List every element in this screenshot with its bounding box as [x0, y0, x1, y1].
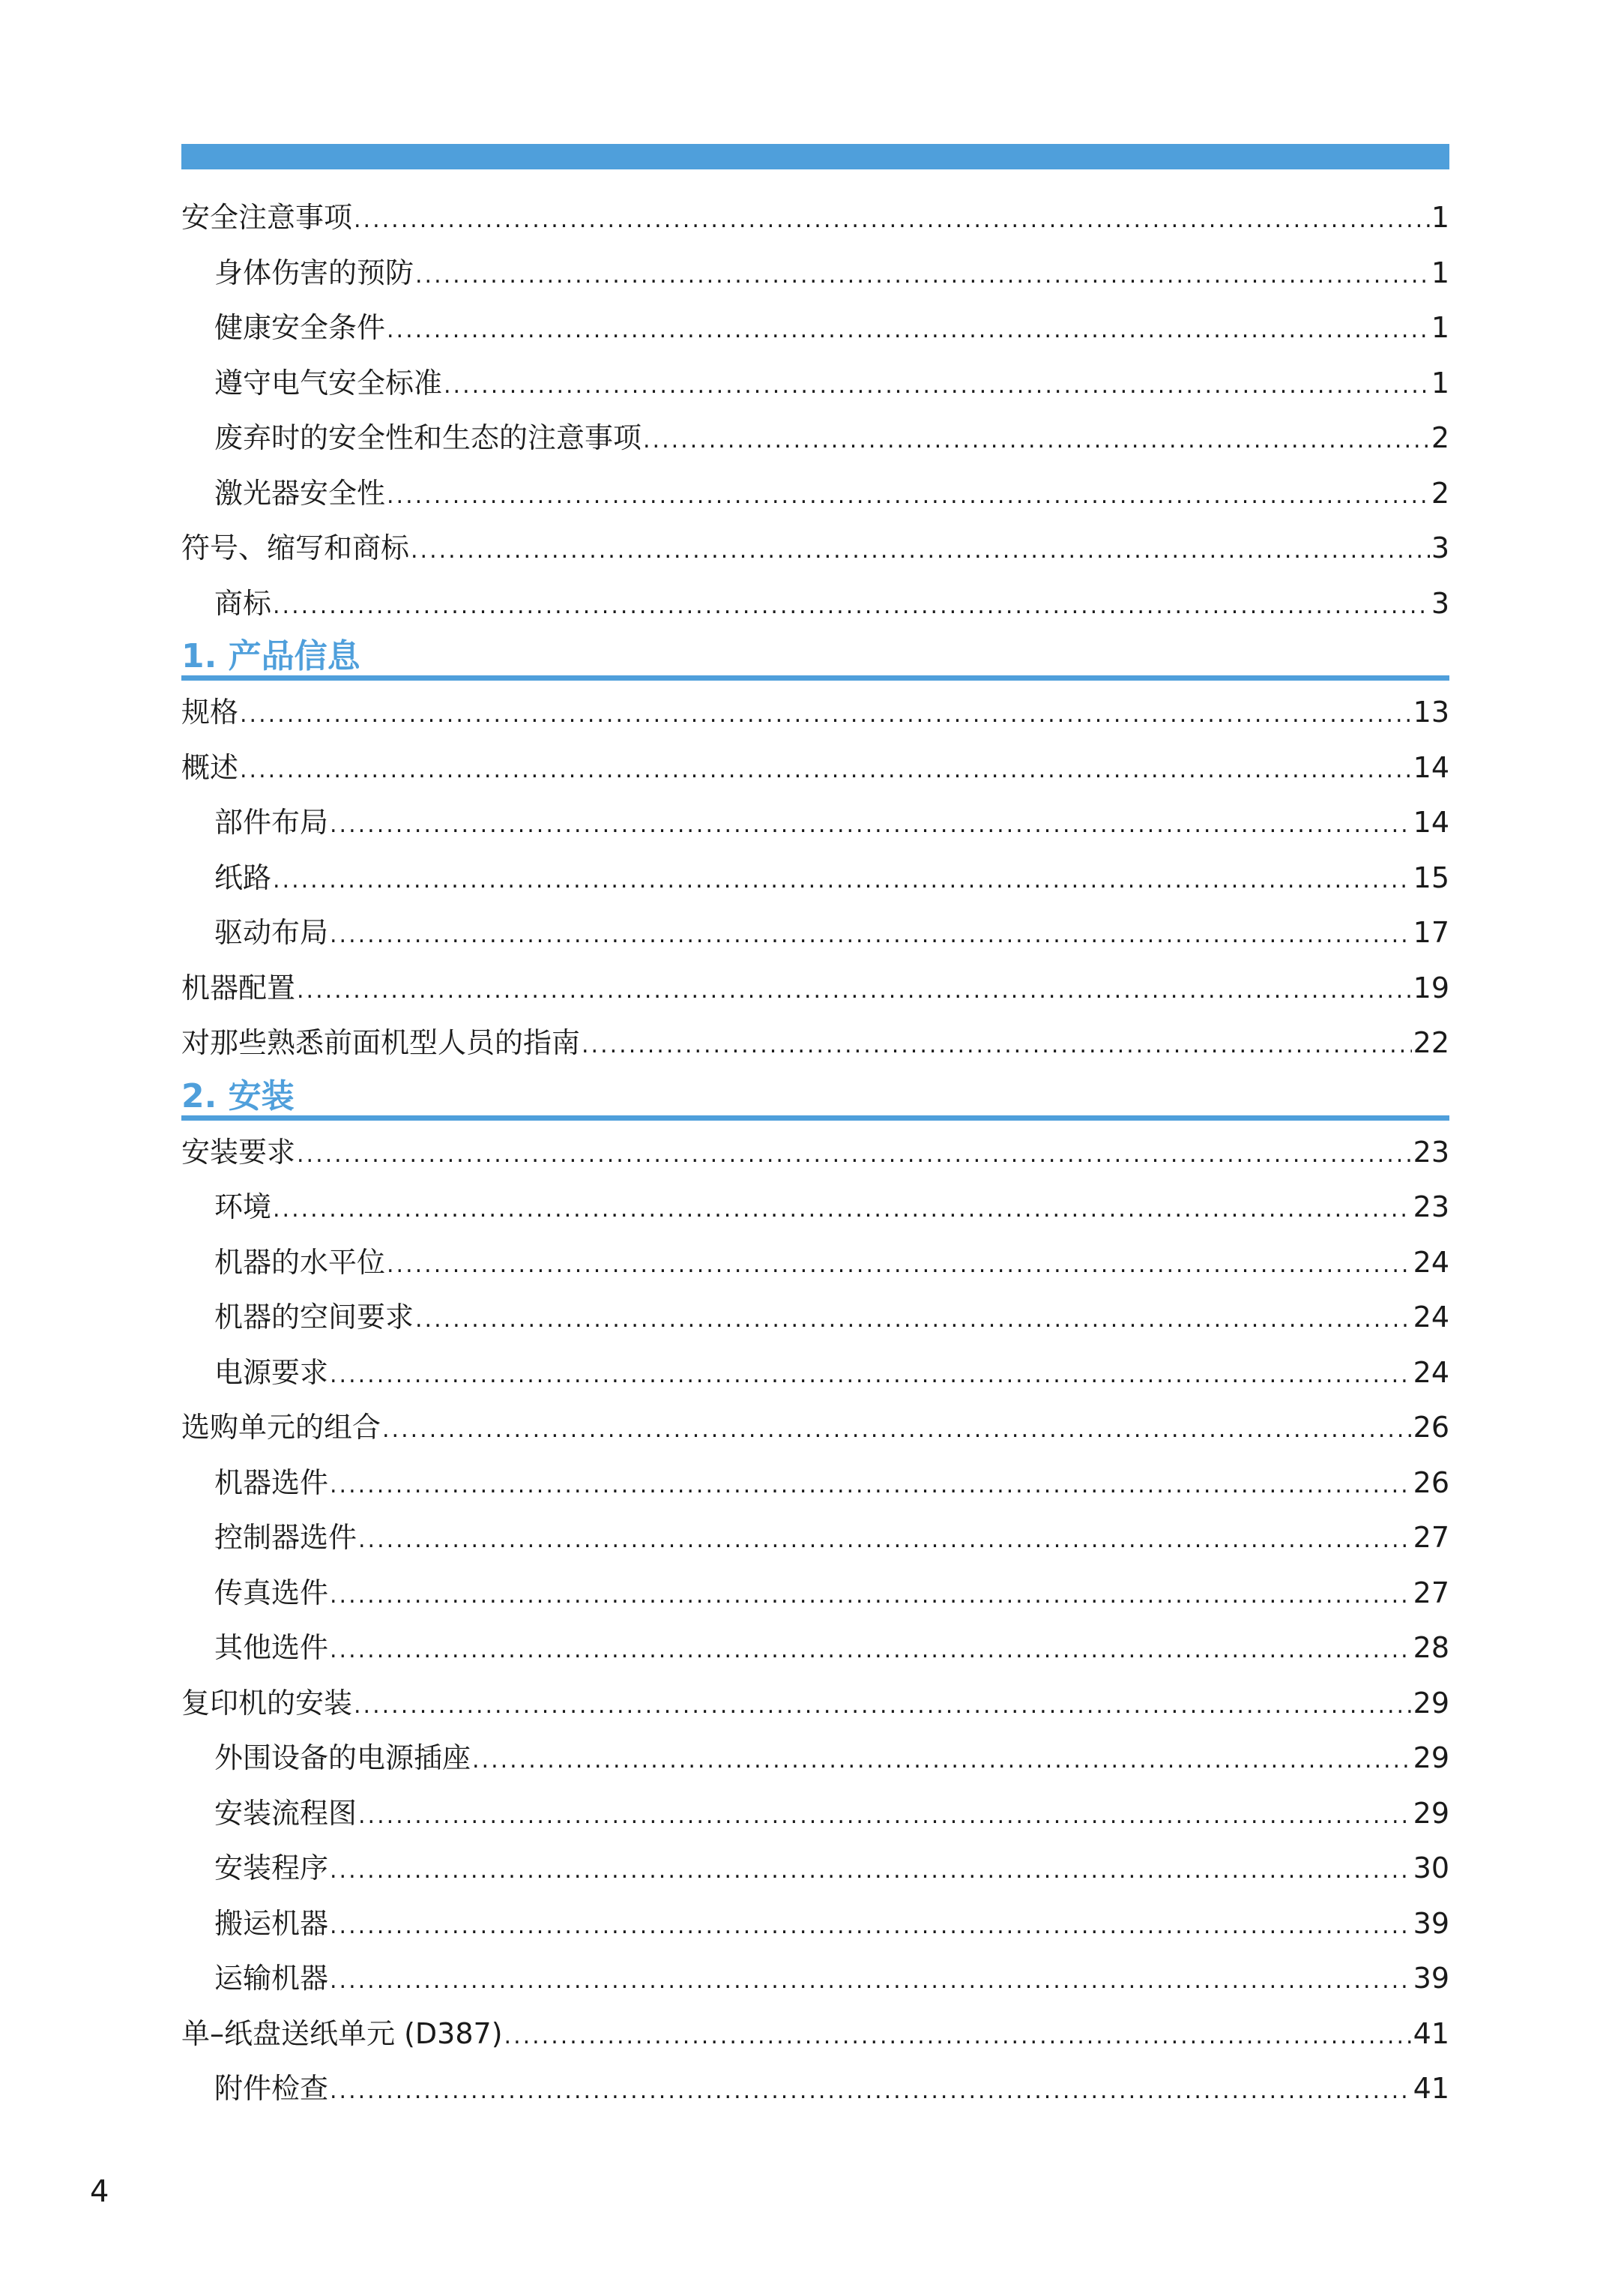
toc-dot-leader: [411, 523, 1430, 579]
toc-entry[interactable]: [181, 576, 1449, 632]
toc-entry-label: 废弃时的安全性和生态的注意事项: [214, 421, 642, 454]
toc-entry-label: 搬运机器: [214, 1906, 329, 1940]
toc-entry-label: 遵守电气安全标准: [214, 366, 443, 400]
toc-entry-page: 29: [1413, 1686, 1449, 1720]
toc-entry-page: 27: [1413, 1521, 1449, 1554]
toc-entry-label: 纸路: [214, 861, 272, 894]
toc-entry-page: 2: [1431, 421, 1449, 454]
toc-entry-page: 24: [1413, 1245, 1449, 1279]
toc-entry-page: 1: [1431, 256, 1449, 289]
toc-entry-label: 机器的水平位: [214, 1245, 386, 1279]
toc-entry-page: 24: [1413, 1355, 1449, 1389]
toc-entry-label: 机器配置: [181, 971, 296, 1004]
toc-entry-label: 外围设备的电源插座: [214, 1741, 471, 1774]
toc-entry-label: 环境: [214, 1190, 272, 1223]
toc-entry[interactable]: [181, 466, 1449, 522]
toc-entry-page: 1: [1431, 201, 1449, 234]
toc-dot-leader: [330, 908, 1412, 963]
toc-dot-leader: [358, 1513, 1412, 1568]
toc-entry-label: 身体伤害的预防: [214, 256, 414, 289]
toc-entry-page: 23: [1413, 1190, 1449, 1223]
toc-entry[interactable]: [181, 1566, 1449, 1621]
toc-entry[interactable]: [181, 1510, 1449, 1566]
toc-dot-leader: [354, 1678, 1412, 1734]
toc-entry-label: 其他选件: [214, 1631, 329, 1664]
toc-entry-page: 41: [1413, 2016, 1449, 2050]
toc-dot-leader: [330, 1568, 1412, 1624]
toc-entry[interactable]: [181, 1346, 1449, 1401]
toc-dot-leader: [330, 1899, 1412, 1954]
toc-entry-label: 单–纸盘送纸单元 (D387): [181, 2016, 503, 2050]
toc-entry-page: 1: [1431, 366, 1449, 400]
toc-entry-label: 概述: [181, 750, 239, 784]
toc-dot-leader: [354, 193, 1430, 248]
toc-entry-page: 2: [1431, 476, 1449, 510]
toc-entry-page: 30: [1413, 1851, 1449, 1884]
chapter-heading: [181, 636, 1449, 685]
toc-entry-page: 22: [1413, 1026, 1449, 1059]
toc-entry-label: 运输机器: [214, 1962, 329, 1995]
toc-dot-leader: [240, 743, 1412, 798]
toc-entry[interactable]: [181, 1235, 1449, 1291]
toc-entry-page: 29: [1413, 1741, 1449, 1774]
toc-entry-label: 机器的空间要求: [214, 1301, 414, 1334]
toc-entry[interactable]: [181, 246, 1449, 301]
toc-dot-leader: [472, 1733, 1412, 1789]
toc-entry[interactable]: [181, 961, 1449, 1016]
toc-entry[interactable]: [181, 851, 1449, 906]
toc-dot-leader: [387, 1238, 1412, 1293]
toc-entry-page: 14: [1413, 806, 1449, 839]
toc-entry[interactable]: [181, 521, 1449, 576]
toc-entry-label: 安装流程图: [214, 1796, 357, 1830]
toc-entry-label: 规格: [181, 696, 239, 729]
toc-entry-page: 39: [1413, 1906, 1449, 1940]
toc-entry-page: 41: [1413, 2072, 1449, 2105]
toc-entry-page: 17: [1413, 916, 1449, 949]
toc-entry[interactable]: [181, 301, 1449, 356]
toc-entry-page: 19: [1413, 971, 1449, 1004]
toc-entry[interactable]: [181, 2007, 1449, 2062]
toc-entry-page: 29: [1413, 1796, 1449, 1830]
toc-entry[interactable]: [181, 795, 1449, 851]
chapter-title: 1. 产品信息: [181, 637, 360, 675]
toc-entry[interactable]: [181, 1841, 1449, 1896]
toc-entry-page: 14: [1413, 750, 1449, 784]
toc-entry-label: 安全注意事项: [181, 201, 353, 234]
toc-entry-page: 13: [1413, 696, 1449, 729]
toc-entry-page: 15: [1413, 861, 1449, 894]
toc-entry-label: 机器选件: [214, 1465, 329, 1499]
toc-dot-leader: [330, 1953, 1412, 2009]
toc-entry-label: 控制器选件: [214, 1521, 357, 1554]
toc-entry[interactable]: [181, 1731, 1449, 1786]
toc-dot-leader: [330, 1348, 1412, 1403]
toc-entry[interactable]: [181, 741, 1449, 796]
toc-dot-leader: [382, 1402, 1412, 1458]
toc-dot-leader: [273, 1182, 1412, 1238]
toc-entry[interactable]: [181, 1621, 1449, 1676]
toc-entry[interactable]: [181, 1676, 1449, 1732]
toc-entry-page: 26: [1413, 1465, 1449, 1499]
toc-dot-leader: [504, 2009, 1412, 2064]
toc-entry-label: 符号、缩写和商标: [181, 531, 410, 564]
toc-entry-label: 选购单元的组合: [181, 1411, 381, 1444]
page-number: 4: [90, 2175, 109, 2209]
toc-dot-leader: [330, 1843, 1412, 1899]
toc-entry[interactable]: [181, 1951, 1449, 2007]
toc-entry[interactable]: [181, 1180, 1449, 1235]
toc-entry-page: 28: [1413, 1631, 1449, 1664]
toc-dot-leader: [387, 303, 1430, 358]
toc-dot-leader: [240, 687, 1412, 743]
toc-entry-page: 23: [1413, 1135, 1449, 1169]
chapter-rule: [181, 1115, 1449, 1121]
toc-dot-leader: [297, 1127, 1412, 1183]
toc-entry[interactable]: [181, 411, 1449, 466]
toc-entry-page: 39: [1413, 1962, 1449, 1995]
toc-entry-label: 健康安全条件: [214, 311, 386, 344]
toc-entry-label: 安装程序: [214, 1851, 329, 1884]
toc-dot-leader: [330, 1458, 1412, 1513]
toc-entry-label: 电源要求: [214, 1355, 329, 1389]
toc-entry[interactable]: [181, 2061, 1449, 2117]
toc-entry[interactable]: [181, 1125, 1449, 1181]
toc-dot-leader: [273, 579, 1430, 634]
table-of-contents: [181, 190, 1449, 2117]
toc-entry-page: 24: [1413, 1301, 1449, 1334]
toc-entry[interactable]: [181, 356, 1449, 412]
toc-dot-leader: [330, 798, 1412, 853]
toc-entry-page: 1: [1431, 311, 1449, 344]
toc-dot-leader: [444, 358, 1430, 414]
toc-dot-leader: [582, 1018, 1412, 1073]
toc-entry[interactable]: [181, 1290, 1449, 1346]
toc-entry[interactable]: [181, 1456, 1449, 1511]
toc-entry[interactable]: [181, 906, 1449, 961]
toc-dot-leader: [330, 2064, 1412, 2119]
toc-entry-label: 部件布局: [214, 806, 329, 839]
toc-entry-label: 附件检查: [214, 2072, 329, 2105]
chapter-title: 2. 安装: [181, 1076, 295, 1115]
toc-dot-leader: [415, 1292, 1412, 1348]
toc-entry[interactable]: [181, 1786, 1449, 1842]
toc-dot-leader: [358, 1789, 1412, 1844]
toc-entry[interactable]: [181, 685, 1449, 741]
toc-dot-leader: [297, 963, 1412, 1019]
header-accent-bar: [181, 144, 1449, 169]
toc-dot-leader: [387, 468, 1430, 524]
toc-entry[interactable]: [181, 1400, 1449, 1456]
toc-dot-leader: [273, 853, 1412, 909]
toc-entry-label: 传真选件: [214, 1576, 329, 1609]
toc-entry-page: 3: [1431, 586, 1449, 620]
toc-entry-label: 对那些熟悉前面机型人员的指南: [181, 1026, 581, 1059]
toc-entry[interactable]: [181, 1896, 1449, 1952]
chapter-rule: [181, 675, 1449, 681]
toc-entry-label: 复印机的安装: [181, 1686, 353, 1720]
toc-entry[interactable]: [181, 190, 1449, 246]
toc-entry[interactable]: [181, 1016, 1449, 1071]
toc-entry-label: 安装要求: [181, 1135, 296, 1169]
toc-entry-label: 激光器安全性: [214, 476, 386, 510]
chapter-heading: [181, 1076, 1449, 1125]
toc-entry-label: 驱动布局: [214, 916, 329, 949]
toc-dot-leader: [415, 248, 1430, 304]
toc-entry-page: 3: [1431, 531, 1449, 564]
toc-entry-label: 商标: [214, 586, 272, 620]
toc-dot-leader: [330, 1623, 1412, 1678]
toc-dot-leader: [643, 413, 1430, 468]
toc-entry-page: 26: [1413, 1411, 1449, 1444]
toc-entry-page: 27: [1413, 1576, 1449, 1609]
